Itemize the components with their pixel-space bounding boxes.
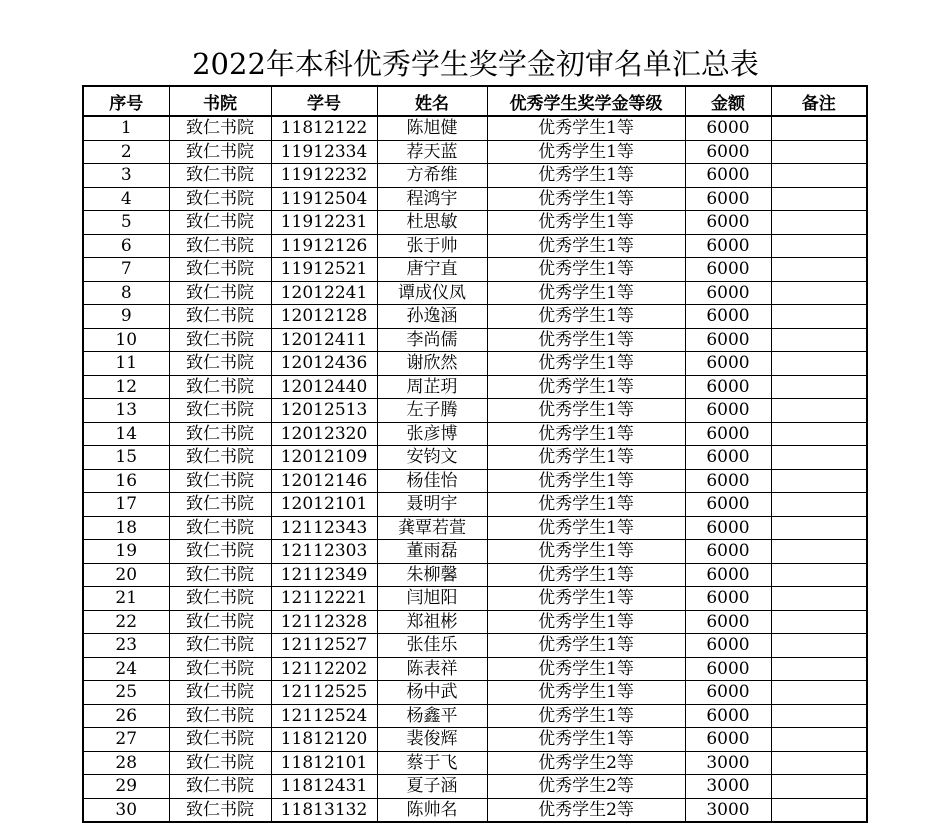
cell-college: 致仁书院	[169, 211, 271, 235]
cell-index: 6	[83, 234, 169, 258]
cell-college: 致仁书院	[169, 493, 271, 517]
cell-remark	[771, 587, 867, 611]
cell-amount: 6000	[685, 375, 771, 399]
cell-index: 28	[83, 751, 169, 775]
cell-level: 优秀学生1等	[487, 328, 685, 352]
cell-index: 12	[83, 375, 169, 399]
cell-name: 杨中武	[377, 681, 487, 705]
cell-name: 张佳乐	[377, 634, 487, 658]
cell-remark	[771, 610, 867, 634]
cell-level: 优秀学生1等	[487, 211, 685, 235]
cell-college: 致仁书院	[169, 587, 271, 611]
cell-index: 30	[83, 798, 169, 822]
cell-index: 26	[83, 704, 169, 728]
table-row	[83, 211, 867, 235]
cell-index: 22	[83, 610, 169, 634]
cell-remark	[771, 211, 867, 235]
cell-level: 优秀学生1等	[487, 681, 685, 705]
cell-name: 谭成仪凤	[377, 281, 487, 305]
table-row	[83, 187, 867, 211]
cell-remark	[771, 657, 867, 681]
cell-remark	[771, 728, 867, 752]
cell-remark	[771, 375, 867, 399]
cell-student-id: 11912504	[271, 187, 377, 211]
cell-index: 3	[83, 164, 169, 188]
cell-college: 致仁书院	[169, 305, 271, 329]
cell-level: 优秀学生1等	[487, 164, 685, 188]
table-row	[83, 116, 867, 140]
cell-index: 16	[83, 469, 169, 493]
cell-amount: 6000	[685, 516, 771, 540]
cell-student-id: 12012101	[271, 493, 377, 517]
cell-level: 优秀学生1等	[487, 657, 685, 681]
cell-level: 优秀学生1等	[487, 587, 685, 611]
cell-level: 优秀学生1等	[487, 305, 685, 329]
cell-index: 10	[83, 328, 169, 352]
cell-index: 1	[83, 116, 169, 140]
cell-name: 郑祖彬	[377, 610, 487, 634]
cell-amount: 6000	[685, 469, 771, 493]
cell-index: 14	[83, 422, 169, 446]
cell-college: 致仁书院	[169, 634, 271, 658]
table-row	[83, 657, 867, 681]
cell-college: 致仁书院	[169, 116, 271, 140]
cell-level: 优秀学生1等	[487, 352, 685, 376]
cell-name: 杜思敏	[377, 211, 487, 235]
cell-level: 优秀学生1等	[487, 469, 685, 493]
cell-student-id: 11812101	[271, 751, 377, 775]
cell-level: 优秀学生1等	[487, 422, 685, 446]
cell-index: 2	[83, 140, 169, 164]
cell-amount: 6000	[685, 211, 771, 235]
cell-college: 致仁书院	[169, 187, 271, 211]
table-row	[83, 469, 867, 493]
cell-remark	[771, 775, 867, 799]
cell-index: 7	[83, 258, 169, 282]
cell-name: 杨佳怡	[377, 469, 487, 493]
cell-name: 陈表祥	[377, 657, 487, 681]
cell-student-id: 11812120	[271, 728, 377, 752]
cell-name: 裴俊辉	[377, 728, 487, 752]
cell-index: 29	[83, 775, 169, 799]
cell-level: 优秀学生1等	[487, 493, 685, 517]
cell-remark	[771, 187, 867, 211]
cell-name: 陈帅名	[377, 798, 487, 822]
cell-student-id: 12012146	[271, 469, 377, 493]
cell-student-id: 11912232	[271, 164, 377, 188]
cell-college: 致仁书院	[169, 704, 271, 728]
cell-index: 17	[83, 493, 169, 517]
cell-student-id: 12112349	[271, 563, 377, 587]
cell-college: 致仁书院	[169, 328, 271, 352]
cell-remark	[771, 563, 867, 587]
table-row	[83, 164, 867, 188]
table-row	[83, 258, 867, 282]
table-row	[83, 634, 867, 658]
cell-index: 9	[83, 305, 169, 329]
cell-college: 致仁书院	[169, 516, 271, 540]
cell-college: 致仁书院	[169, 446, 271, 470]
cell-student-id: 12112328	[271, 610, 377, 634]
cell-level: 优秀学生1等	[487, 728, 685, 752]
cell-remark	[771, 234, 867, 258]
header-name: 姓名	[377, 86, 487, 116]
cell-amount: 6000	[685, 681, 771, 705]
cell-college: 致仁书院	[169, 563, 271, 587]
cell-amount: 3000	[685, 775, 771, 799]
cell-name: 方希维	[377, 164, 487, 188]
cell-student-id: 12112524	[271, 704, 377, 728]
table-row	[83, 728, 867, 752]
cell-student-id: 12012320	[271, 422, 377, 446]
table-row	[83, 375, 867, 399]
cell-level: 优秀学生2等	[487, 751, 685, 775]
cell-amount: 6000	[685, 704, 771, 728]
cell-student-id: 12112221	[271, 587, 377, 611]
cell-index: 27	[83, 728, 169, 752]
cell-college: 致仁书院	[169, 751, 271, 775]
cell-level: 优秀学生1等	[487, 634, 685, 658]
header-level: 优秀学生奖学金等级	[487, 86, 685, 116]
cell-index: 5	[83, 211, 169, 235]
cell-remark	[771, 305, 867, 329]
table-row	[83, 798, 867, 822]
cell-remark	[771, 281, 867, 305]
cell-college: 致仁书院	[169, 399, 271, 423]
cell-student-id: 12012440	[271, 375, 377, 399]
cell-name: 安钧文	[377, 446, 487, 470]
cell-index: 13	[83, 399, 169, 423]
table-row	[83, 140, 867, 164]
cell-index: 21	[83, 587, 169, 611]
cell-level: 优秀学生1等	[487, 140, 685, 164]
cell-amount: 6000	[685, 281, 771, 305]
cell-name: 杨鑫平	[377, 704, 487, 728]
cell-name: 张于帅	[377, 234, 487, 258]
cell-remark	[771, 399, 867, 423]
table-row	[83, 493, 867, 517]
cell-level: 优秀学生1等	[487, 399, 685, 423]
cell-student-id: 11812431	[271, 775, 377, 799]
cell-name: 张彦博	[377, 422, 487, 446]
header-college: 书院	[169, 86, 271, 116]
cell-college: 致仁书院	[169, 422, 271, 446]
cell-student-id: 11912334	[271, 140, 377, 164]
cell-level: 优秀学生1等	[487, 610, 685, 634]
cell-college: 致仁书院	[169, 375, 271, 399]
cell-amount: 6000	[685, 563, 771, 587]
cell-amount: 3000	[685, 751, 771, 775]
cell-student-id: 12012128	[271, 305, 377, 329]
cell-college: 致仁书院	[169, 775, 271, 799]
cell-index: 4	[83, 187, 169, 211]
cell-level: 优秀学生1等	[487, 704, 685, 728]
cell-college: 致仁书院	[169, 164, 271, 188]
cell-level: 优秀学生1等	[487, 234, 685, 258]
cell-student-id: 12112202	[271, 657, 377, 681]
table-row	[83, 751, 867, 775]
cell-name: 蔡于飞	[377, 751, 487, 775]
cell-remark	[771, 140, 867, 164]
cell-college: 致仁书院	[169, 258, 271, 282]
cell-amount: 6000	[685, 305, 771, 329]
cell-amount: 6000	[685, 610, 771, 634]
table-row	[83, 281, 867, 305]
cell-name: 聂明宇	[377, 493, 487, 517]
cell-level: 优秀学生1等	[487, 116, 685, 140]
cell-remark	[771, 798, 867, 822]
cell-amount: 6000	[685, 540, 771, 564]
table-row	[83, 234, 867, 258]
cell-amount: 6000	[685, 187, 771, 211]
cell-index: 23	[83, 634, 169, 658]
cell-amount: 6000	[685, 728, 771, 752]
table-row	[83, 352, 867, 376]
cell-remark	[771, 704, 867, 728]
cell-remark	[771, 422, 867, 446]
cell-level: 优秀学生1等	[487, 258, 685, 282]
cell-student-id: 11812122	[271, 116, 377, 140]
cell-level: 优秀学生2等	[487, 798, 685, 822]
table-row	[83, 587, 867, 611]
table-row	[83, 516, 867, 540]
cell-amount: 6000	[685, 657, 771, 681]
table-row	[83, 305, 867, 329]
cell-amount: 6000	[685, 399, 771, 423]
cell-remark	[771, 164, 867, 188]
cell-name: 朱柳馨	[377, 563, 487, 587]
cell-name: 陈旭健	[377, 116, 487, 140]
cell-remark	[771, 751, 867, 775]
table-row	[83, 422, 867, 446]
cell-student-id: 11912231	[271, 211, 377, 235]
cell-remark	[771, 116, 867, 140]
cell-student-id: 11912521	[271, 258, 377, 282]
cell-amount: 6000	[685, 446, 771, 470]
cell-student-id: 11912126	[271, 234, 377, 258]
cell-student-id: 12012109	[271, 446, 377, 470]
cell-remark	[771, 328, 867, 352]
cell-college: 致仁书院	[169, 140, 271, 164]
cell-index: 11	[83, 352, 169, 376]
cell-index: 19	[83, 540, 169, 564]
cell-name: 夏子涵	[377, 775, 487, 799]
cell-remark	[771, 681, 867, 705]
cell-college: 致仁书院	[169, 728, 271, 752]
cell-name: 谢欣然	[377, 352, 487, 376]
table-row	[83, 328, 867, 352]
cell-level: 优秀学生2等	[487, 775, 685, 799]
cell-amount: 6000	[685, 140, 771, 164]
cell-remark	[771, 446, 867, 470]
cell-level: 优秀学生1等	[487, 446, 685, 470]
cell-name: 程鸿宇	[377, 187, 487, 211]
cell-student-id: 12012513	[271, 399, 377, 423]
cell-amount: 6000	[685, 164, 771, 188]
header-row	[83, 86, 867, 116]
cell-student-id: 12012411	[271, 328, 377, 352]
cell-name: 左子腾	[377, 399, 487, 423]
cell-college: 致仁书院	[169, 681, 271, 705]
cell-name: 李尚儒	[377, 328, 487, 352]
cell-amount: 6000	[685, 352, 771, 376]
cell-amount: 6000	[685, 634, 771, 658]
cell-college: 致仁书院	[169, 610, 271, 634]
page-title: 2022年本科优秀学生奖学金初审名单汇总表	[192, 47, 759, 81]
cell-amount: 6000	[685, 116, 771, 140]
cell-remark	[771, 540, 867, 564]
cell-amount: 6000	[685, 328, 771, 352]
cell-remark	[771, 469, 867, 493]
table-row	[83, 399, 867, 423]
cell-index: 18	[83, 516, 169, 540]
cell-name: 董雨磊	[377, 540, 487, 564]
cell-student-id: 11813132	[271, 798, 377, 822]
cell-name: 龚覃若萱	[377, 516, 487, 540]
cell-name: 荐天蓝	[377, 140, 487, 164]
cell-level: 优秀学生1等	[487, 187, 685, 211]
cell-college: 致仁书院	[169, 234, 271, 258]
header-amount: 金额	[685, 86, 771, 116]
table-row	[83, 446, 867, 470]
cell-student-id: 12012241	[271, 281, 377, 305]
table-row	[83, 610, 867, 634]
cell-level: 优秀学生1等	[487, 375, 685, 399]
table-row	[83, 563, 867, 587]
cell-amount: 6000	[685, 587, 771, 611]
cell-remark	[771, 493, 867, 517]
cell-remark	[771, 258, 867, 282]
cell-amount: 6000	[685, 493, 771, 517]
cell-college: 致仁书院	[169, 657, 271, 681]
header-remark: 备注	[771, 86, 867, 116]
cell-level: 优秀学生1等	[487, 540, 685, 564]
cell-index: 8	[83, 281, 169, 305]
cell-student-id: 12012436	[271, 352, 377, 376]
table-row	[83, 704, 867, 728]
cell-index: 20	[83, 563, 169, 587]
cell-student-id: 12112343	[271, 516, 377, 540]
cell-college: 致仁书院	[169, 469, 271, 493]
cell-level: 优秀学生1等	[487, 516, 685, 540]
cell-amount: 3000	[685, 798, 771, 822]
header-index: 序号	[83, 86, 169, 116]
table-row	[83, 775, 867, 799]
table-row	[83, 540, 867, 564]
cell-remark	[771, 352, 867, 376]
cell-level: 优秀学生1等	[487, 563, 685, 587]
cell-amount: 6000	[685, 422, 771, 446]
header-student-id: 学号	[271, 86, 377, 116]
cell-college: 致仁书院	[169, 540, 271, 564]
cell-college: 致仁书院	[169, 798, 271, 822]
cell-name: 闫旭阳	[377, 587, 487, 611]
cell-student-id: 12112303	[271, 540, 377, 564]
cell-name: 孙逸涵	[377, 305, 487, 329]
cell-amount: 6000	[685, 258, 771, 282]
cell-amount: 6000	[685, 234, 771, 258]
cell-level: 优秀学生1等	[487, 281, 685, 305]
scholarship-table	[82, 85, 868, 823]
cell-remark	[771, 516, 867, 540]
cell-index: 24	[83, 657, 169, 681]
table-row	[83, 681, 867, 705]
cell-index: 15	[83, 446, 169, 470]
cell-name: 周芷玥	[377, 375, 487, 399]
cell-college: 致仁书院	[169, 352, 271, 376]
cell-remark	[771, 634, 867, 658]
cell-name: 唐宁直	[377, 258, 487, 282]
cell-student-id: 12112527	[271, 634, 377, 658]
cell-index: 25	[83, 681, 169, 705]
cell-college: 致仁书院	[169, 281, 271, 305]
cell-student-id: 12112525	[271, 681, 377, 705]
